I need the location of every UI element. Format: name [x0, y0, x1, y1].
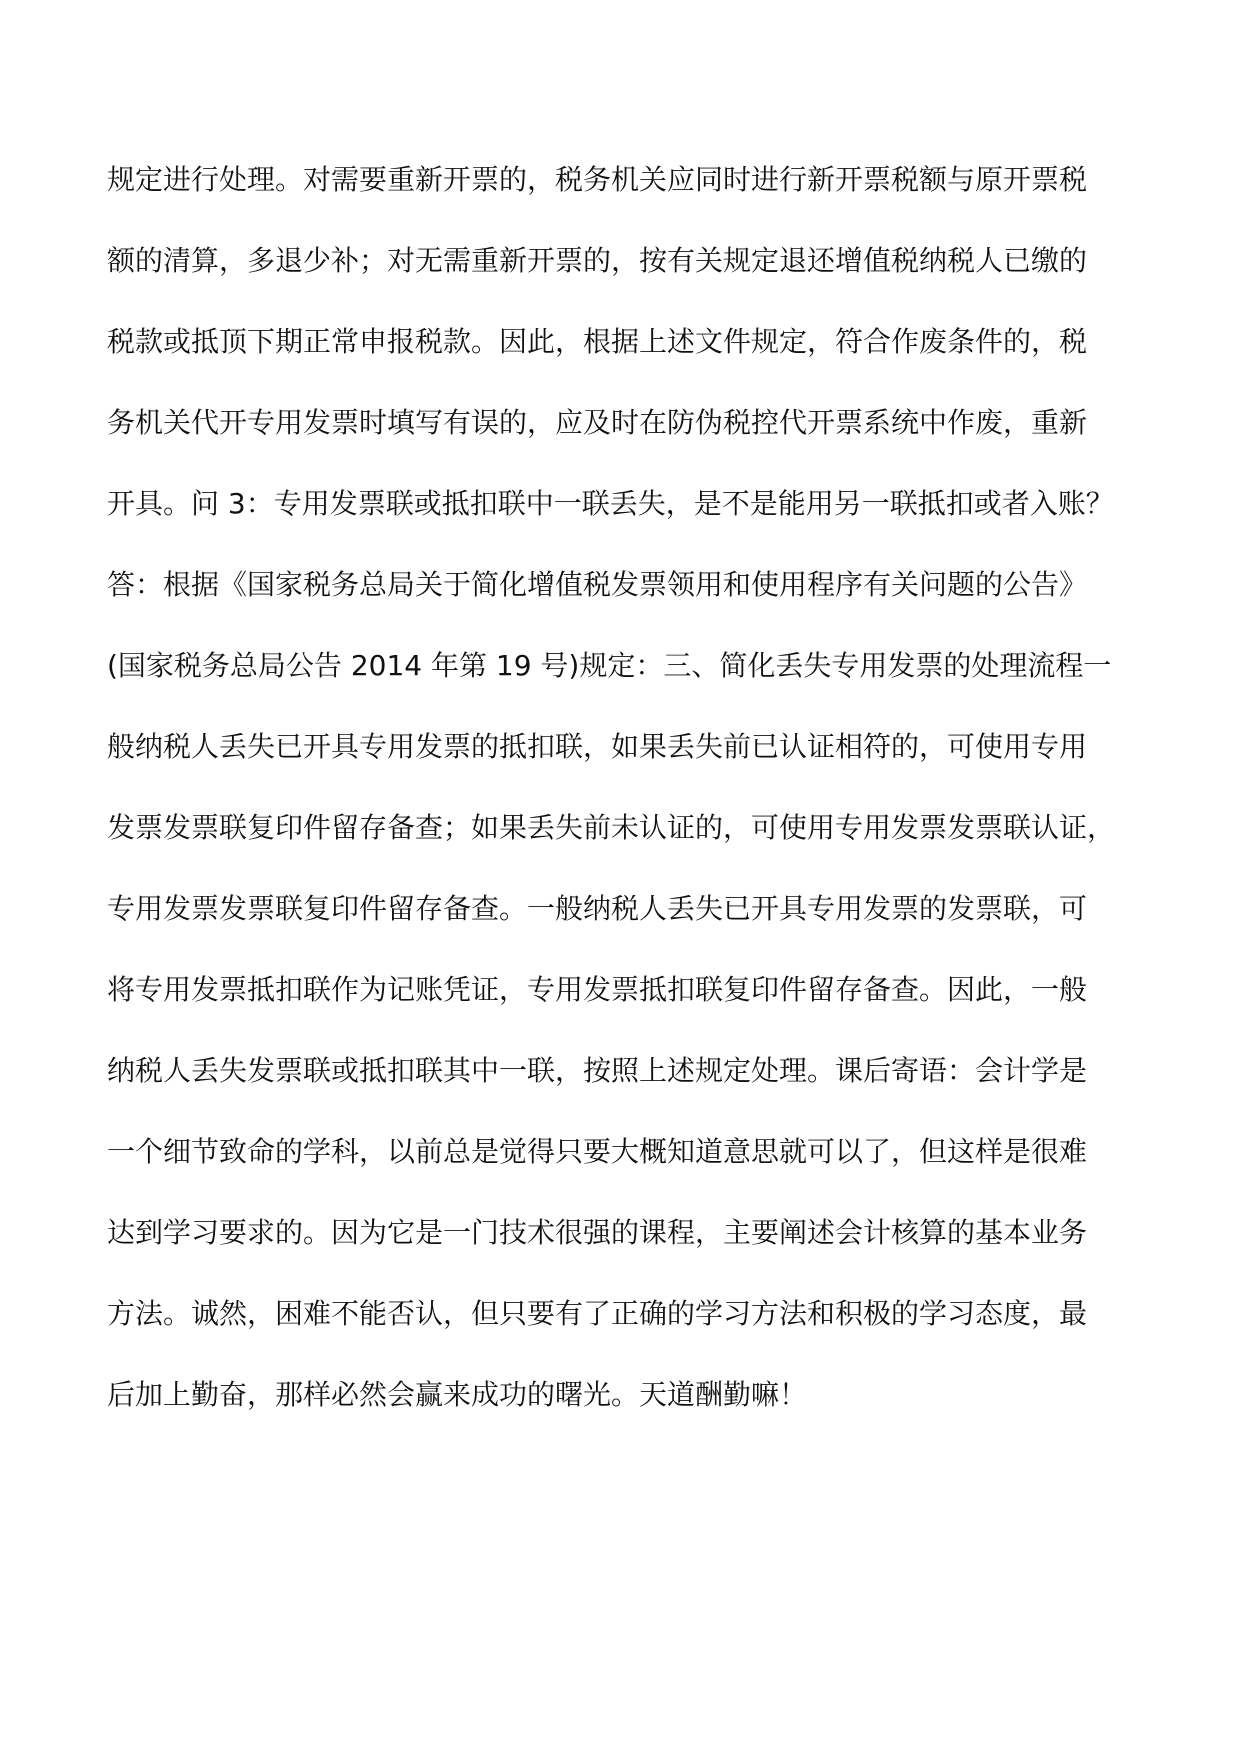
text-line: 后加上勤奋，那样必然会赢来成功的曙光。天道酬勤嘛！ — [107, 1378, 808, 1411]
text-line: 将专用发票抵扣联作为记账凭证，专用发票抵扣联复印件留存备查。因此，一般 — [107, 973, 1088, 1006]
text-line: (国家税务总局公告 2014 年第 19 号)规定：三、简化丢失专用发票的处理流程一 — [107, 649, 1112, 682]
text-line: 纳税人丢失发票联或抵扣联其中一联，按照上述规定处理。课后寄语：会计学是 — [107, 1054, 1088, 1087]
text-line: 额的清算，多退少补；对无需重新开票的，按有关规定退还增值税纳税人已缴的 — [107, 244, 1088, 277]
body-text — [107, 163, 1147, 1462]
text-line: 税款或抵顶下期正常申报税款。因此，根据上述文件规定，符合作废条件的，税 — [107, 325, 1088, 358]
text-line: 开具。问 3：专用发票联或抵扣联中一联丢失，是不是能用另一联抵扣或者入账？ — [107, 487, 1114, 520]
text-line: 发票发票联复印件留存备查；如果丢失前未认证的，可使用专用发票发票联认证， — [107, 811, 1116, 844]
text-line: 规定进行处理。对需要重新开票的，税务机关应同时进行新开票税额与原开票税 — [107, 163, 1088, 196]
text-line: 专用发票发票联复印件留存备查。一般纳税人丢失已开具专用发票的发票联，可 — [107, 892, 1088, 925]
text-line: 达到学习要求的。因为它是一门技术很强的课程，主要阐述会计核算的基本业务 — [107, 1216, 1088, 1249]
text-line: 一个细节致命的学科，以前总是觉得只要大概知道意思就可以了，但这样是很难 — [107, 1135, 1088, 1168]
text-line: 般纳税人丢失已开具专用发票的抵扣联，如果丢失前已认证相符的，可使用专用 — [107, 730, 1088, 763]
text-line: 务机关代开专用发票时填写有误的，应及时在防伪税控代开票系统中作废，重新 — [107, 406, 1088, 439]
text-line: 方法。诚然，困难不能否认，但只要有了正确的学习方法和积极的学习态度，最 — [107, 1297, 1088, 1330]
text-line: 答：根据《国家税务总局关于简化增值税发票领用和使用程序有关问题的公告》 — [107, 568, 1088, 601]
